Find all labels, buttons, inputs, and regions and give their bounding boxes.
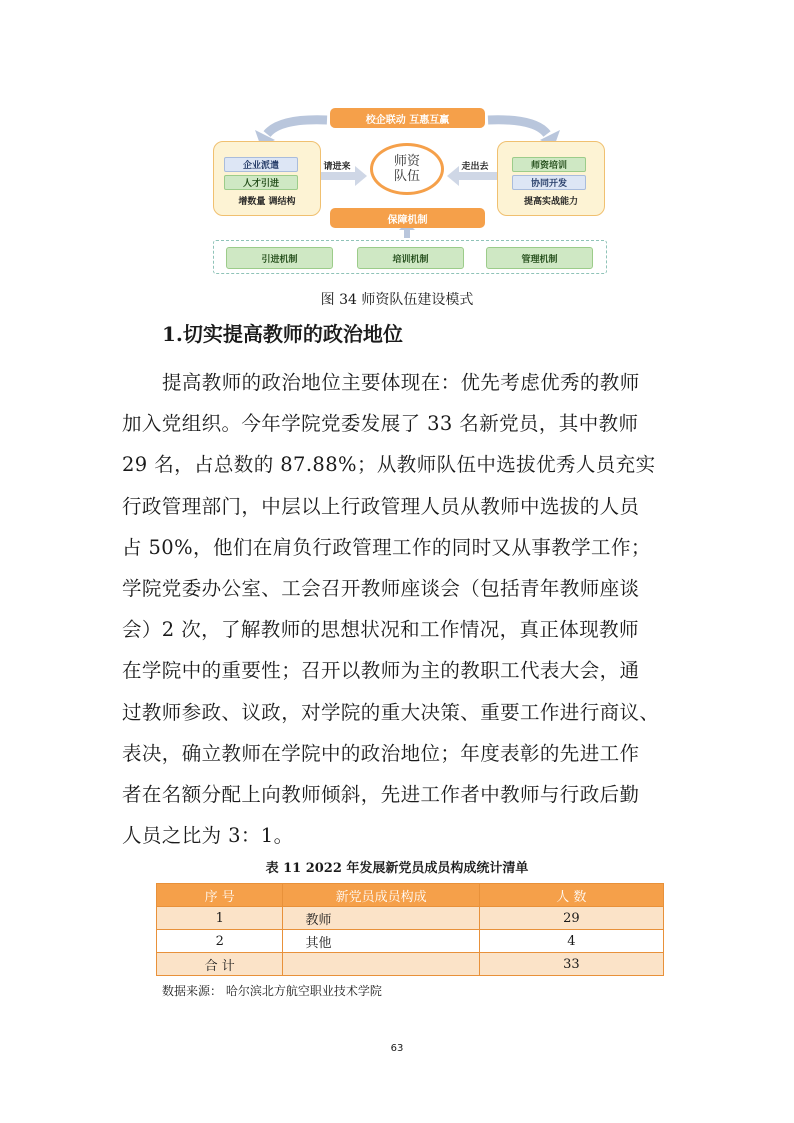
page-number: 63 [390,1043,404,1054]
table-total-row [157,953,664,976]
total-value: 33 [479,953,663,976]
right-tag-codev: 协同开发 [512,175,586,190]
cell-composition: 教师 [283,907,479,930]
mechanism-management: 管理机制 [486,247,593,269]
paragraph-line: 行政管理部门，中层以上行政管理人员从教师中选拔的人员 [122,494,640,518]
paragraph-line: 表决，确立教师在学院中的政治地位；年度表彰的先进工作 [122,741,640,765]
top-box: 校企联动 互惠互赢 [330,108,485,128]
table-caption: 表 11 2022 年发展新党员成员构成统计清单 [265,861,529,876]
left-tag-dispatch: 企业派遣 [224,157,298,172]
right-panel-caption: 提高实战能力 [523,197,578,207]
paragraph-line: 学院党委办公室、工会召开教师座谈会（包括青年教师座谈 [122,577,640,601]
table-row [157,907,664,930]
paragraph-line: 占 50%，他们在肩负行政管理工作的同时又从事教学工作； [122,535,651,559]
cell-count: 4 [479,930,663,953]
cell-composition: 其他 [283,930,479,953]
paragraph-line: 提高教师的政治地位主要体现在：优先考虑优秀的教师 [162,371,640,394]
right-tag-training: 师资培训 [512,157,586,172]
left-tag-talent: 人才引进 [224,175,298,190]
cell-seq: 2 [157,930,283,953]
paragraph-line: 在学院中的重要性；召开以教师为主的教职工代表大会，通 [122,659,640,683]
total-label: 合 计 [157,953,283,976]
body-paragraph [122,362,674,856]
table-row [157,930,664,953]
bottom-box: 保障机制 [330,208,485,228]
right-arrow-label: 走出去 [461,162,489,172]
left-panel-caption: 增数量 调结构 [238,197,296,207]
header-count: 人 数 [479,884,663,907]
paragraph-line: 者在名额分配上向教师倾斜，先进工作者中教师与行政后勤 [122,783,640,807]
mechanism-training: 培训机制 [357,247,464,269]
mechanism-row [213,240,607,274]
paragraph-line: 29 名，占总数的 87.88%；从教师队伍中选拔优秀人员充实 [122,453,656,477]
paragraph-line: 人员之比为 3：1。 [122,824,294,848]
header-seq: 序 号 [157,884,283,907]
cell-count: 29 [479,907,663,930]
center-line-2: 队伍 [393,169,420,184]
mechanism-intro: 引进机制 [226,247,333,269]
center-line-1: 师资 [393,154,420,169]
center-circle [370,143,444,195]
total-empty [283,953,479,976]
section-heading: 1.切实提高教师的政治地位 [162,322,403,346]
table-header-row [157,884,664,907]
left-arrow-label: 请进来 [323,162,351,172]
data-source: 数据来源： 哈尔滨北方航空职业技术学院 [162,984,382,998]
teacher-team-diagram [205,100,610,275]
header-composition: 新党员成员构成 [283,884,479,907]
cell-seq: 1 [157,907,283,930]
figure-caption: 图 34 师资队伍建设模式 [320,292,474,308]
paragraph-line: 过教师参政、议政，对学院的重大决策、重要工作进行商议、 [122,700,660,724]
party-members-table [156,883,664,976]
paragraph-line: 加入党组织。今年学院党委发展了 33 名新党员，其中教师 [122,412,639,436]
paragraph-line: 会）2 次，了解教师的思想状况和工作情况，真正体现教师 [122,618,639,642]
